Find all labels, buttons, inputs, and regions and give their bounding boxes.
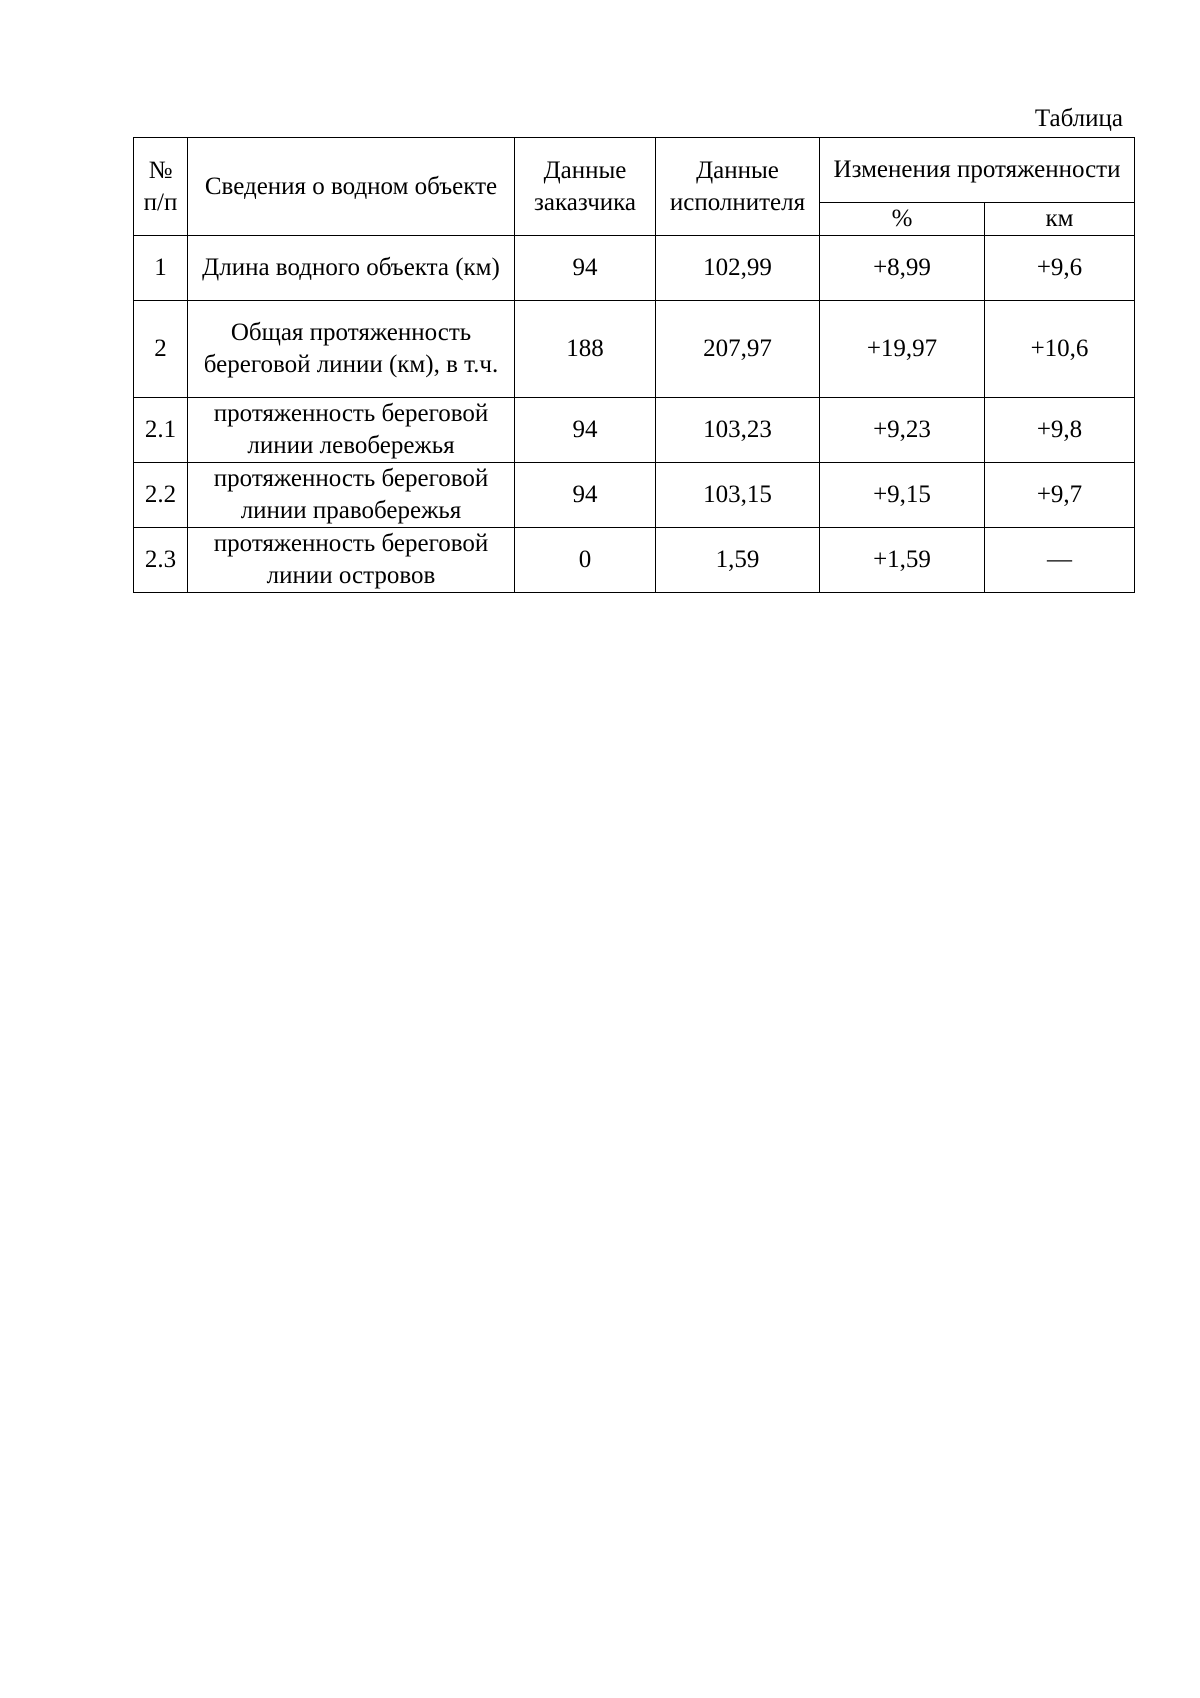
row-customer: 94 [515, 236, 656, 301]
header-contractor: Данные исполнителя [656, 138, 820, 236]
row-contractor: 103,23 [656, 398, 820, 463]
row-num: 2.2 [134, 463, 188, 528]
table-row [134, 528, 1135, 593]
row-percent: +19,97 [820, 301, 985, 398]
row-info: протяженность береговой линии островов [188, 528, 515, 593]
table-row [134, 301, 1135, 398]
header-percent: % [820, 203, 985, 236]
row-percent: +9,23 [820, 398, 985, 463]
row-km: — [985, 528, 1135, 593]
row-info: Общая протяженность береговой линии (км), в т.ч. [188, 301, 515, 398]
row-customer: 0 [515, 528, 656, 593]
header-info: Сведения о водном объекте [188, 138, 515, 236]
header-customer: Данные заказчика [515, 138, 656, 236]
row-contractor: 1,59 [656, 528, 820, 593]
row-num: 2.3 [134, 528, 188, 593]
table-caption: Таблица [1034, 105, 1123, 132]
row-contractor: 102,99 [656, 236, 820, 301]
row-percent: +1,59 [820, 528, 985, 593]
header-change: Изменения протяженности [820, 138, 1135, 203]
row-num: 2.1 [134, 398, 188, 463]
row-num: 1 [134, 236, 188, 301]
row-customer: 94 [515, 398, 656, 463]
row-contractor: 207,97 [656, 301, 820, 398]
row-km: +9,8 [985, 398, 1135, 463]
row-percent: +9,15 [820, 463, 985, 528]
header-num: № п/п [134, 138, 188, 236]
row-customer: 188 [515, 301, 656, 398]
header-km: км [985, 203, 1135, 236]
water-body-table [133, 137, 1135, 593]
row-num: 2 [134, 301, 188, 398]
row-km: +10,6 [985, 301, 1135, 398]
row-customer: 94 [515, 463, 656, 528]
table-row [134, 398, 1135, 463]
row-contractor: 103,15 [656, 463, 820, 528]
row-info: протяженность береговой линии правобережья [188, 463, 515, 528]
table-row [134, 463, 1135, 528]
row-info: протяженность береговой линии левобережья [188, 398, 515, 463]
table-row [134, 236, 1135, 301]
row-km: +9,7 [985, 463, 1135, 528]
row-percent: +8,99 [820, 236, 985, 301]
row-km: +9,6 [985, 236, 1135, 301]
row-info: Длина водного объекта (км) [188, 236, 515, 301]
